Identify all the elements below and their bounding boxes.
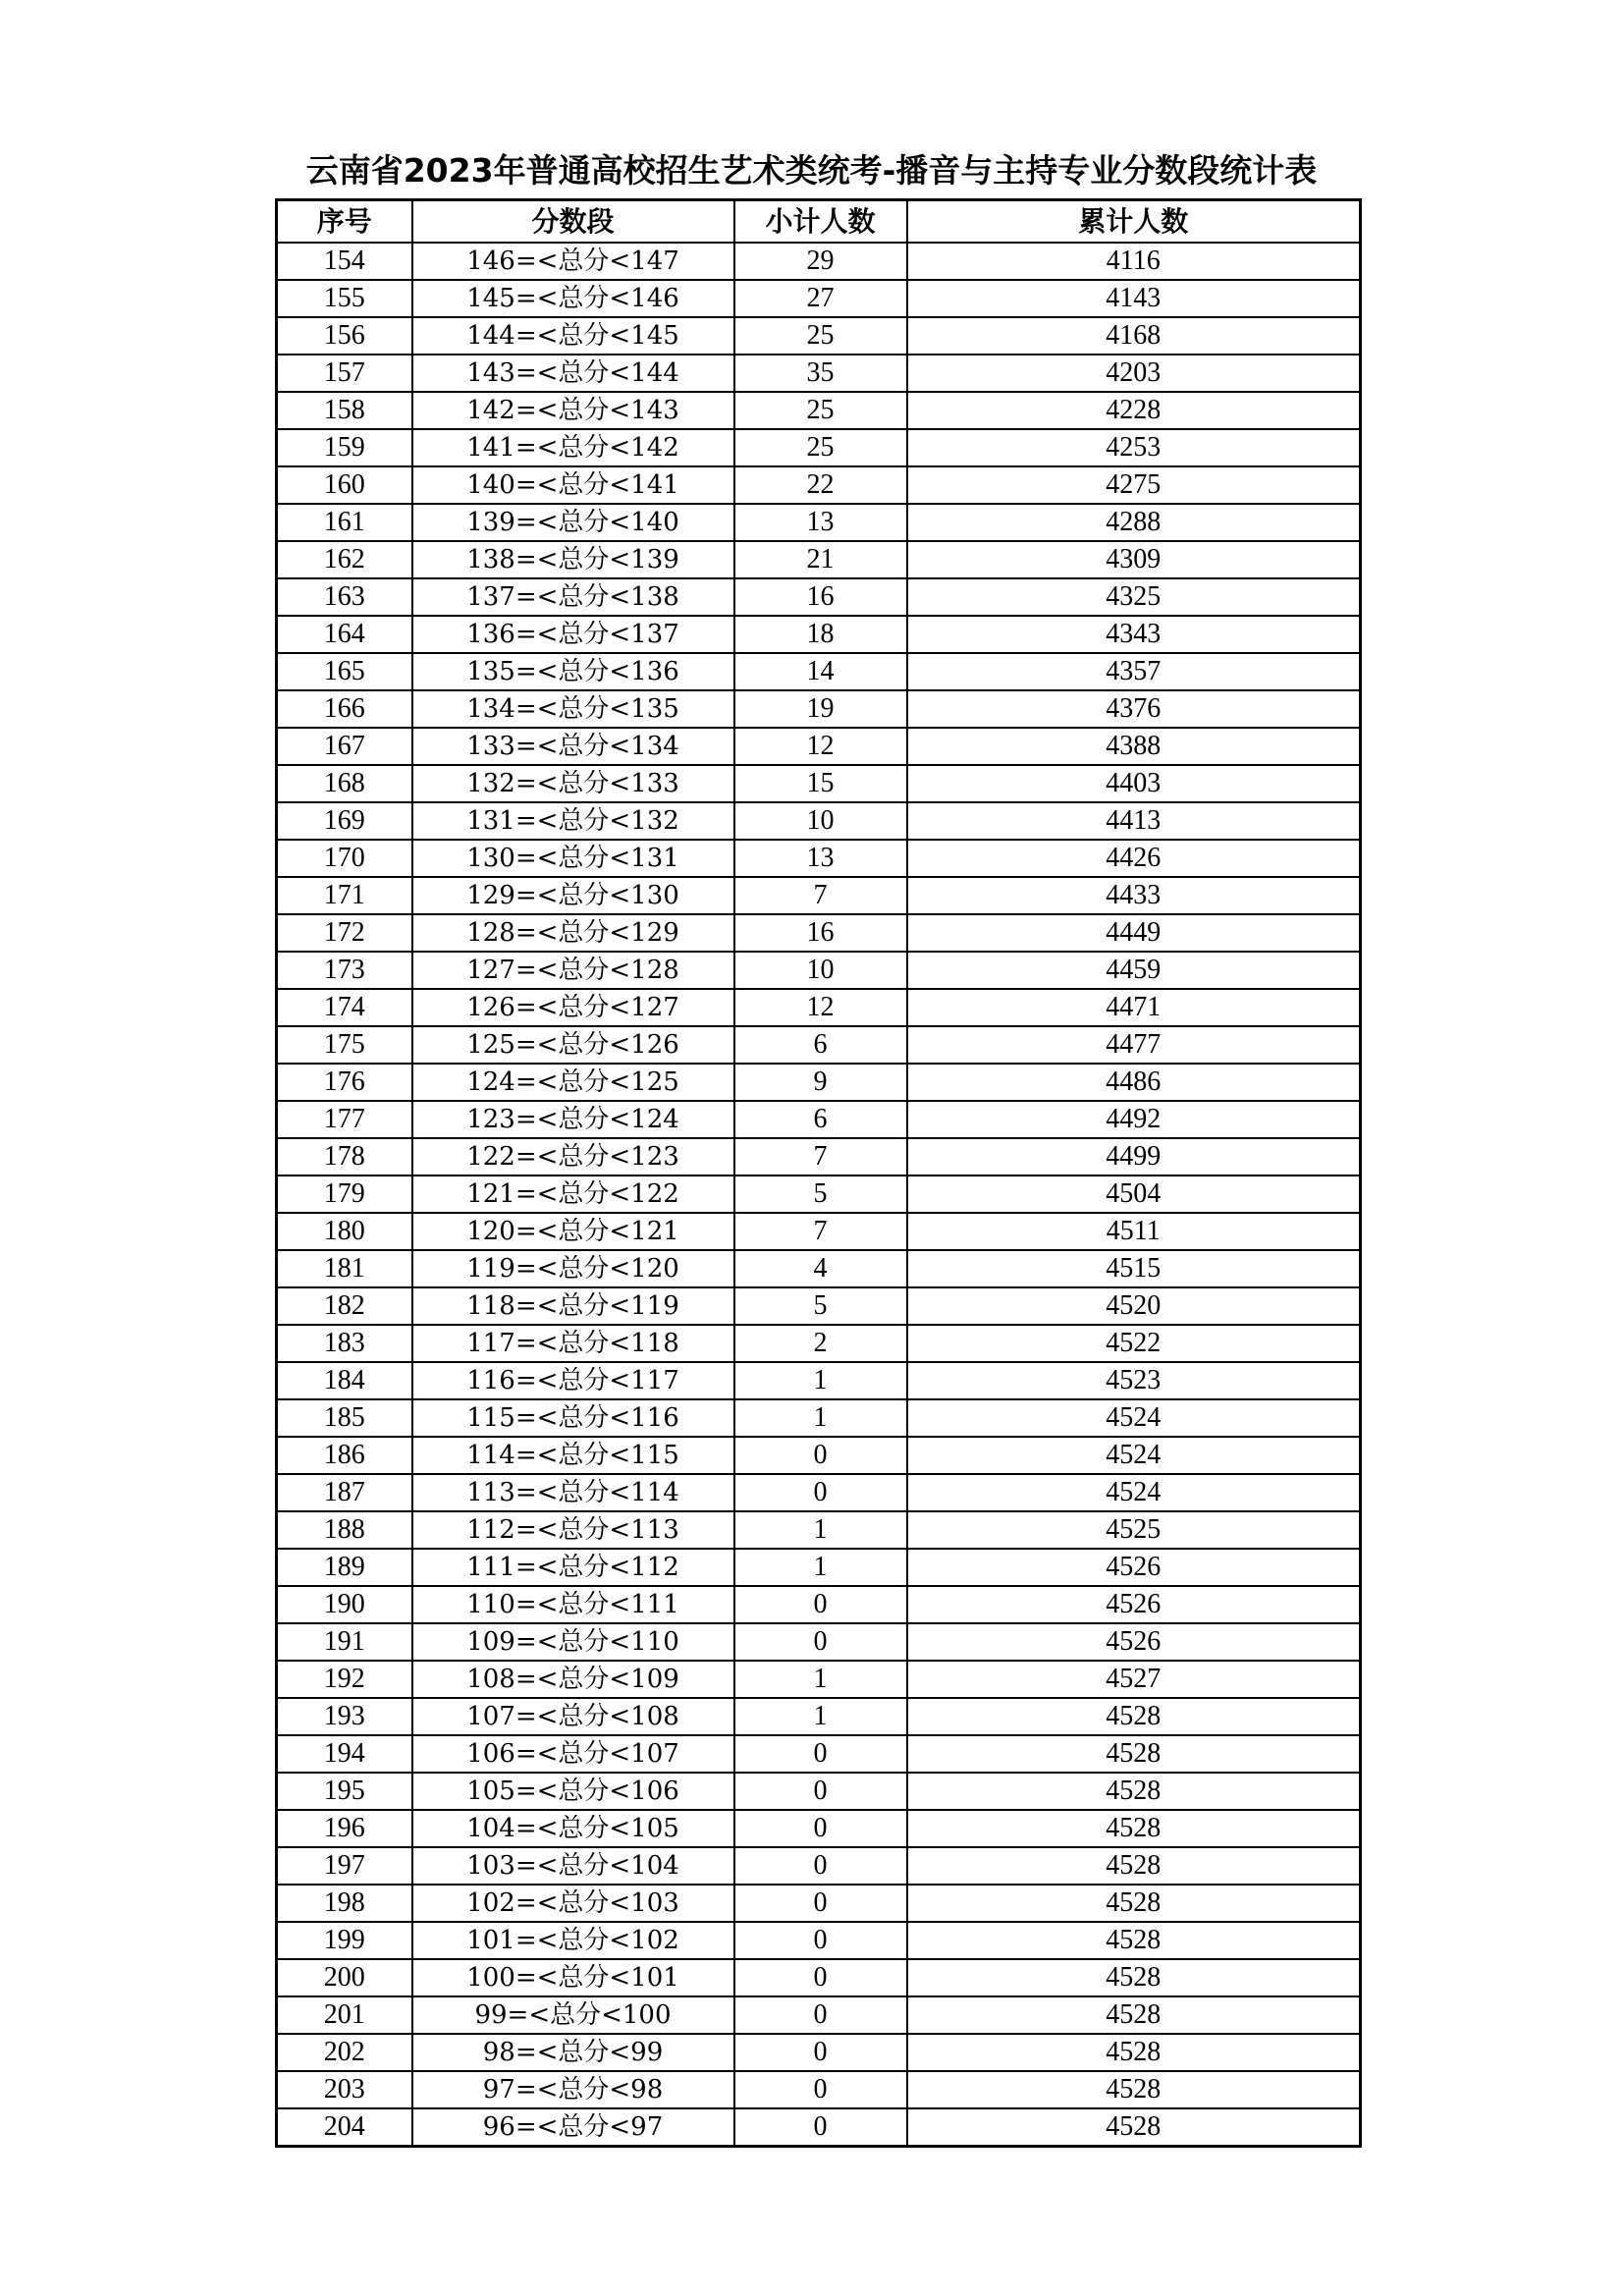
cell-cumulative-count: 4522 <box>907 1325 1361 1362</box>
cell-serial-number: 191 <box>277 1623 412 1661</box>
cell-score-range: 125=<总分<126 <box>412 1026 734 1064</box>
cell-serial-number: 198 <box>277 1885 412 1922</box>
cell-score-range: 111=<总分<112 <box>412 1549 734 1586</box>
cell-cumulative-count: 4168 <box>907 317 1361 355</box>
cell-subtotal-count: 25 <box>734 429 907 466</box>
cell-score-range: 146=<总分<147 <box>412 243 734 280</box>
cell-serial-number: 158 <box>277 392 412 429</box>
cell-cumulative-count: 4343 <box>907 616 1361 653</box>
cell-serial-number: 164 <box>277 616 412 653</box>
cell-serial-number: 165 <box>277 653 412 690</box>
cell-subtotal-count: 13 <box>734 504 907 541</box>
cell-score-range: 133=<总分<134 <box>412 728 734 765</box>
cell-cumulative-count: 4528 <box>907 2071 1361 2108</box>
cell-serial-number: 177 <box>277 1101 412 1138</box>
table-row <box>277 1325 1361 1362</box>
cell-serial-number: 199 <box>277 1922 412 1959</box>
table-row <box>277 280 1361 317</box>
cell-subtotal-count: 0 <box>734 1810 907 1847</box>
cell-cumulative-count: 4528 <box>907 1922 1361 1959</box>
cell-cumulative-count: 4525 <box>907 1511 1361 1549</box>
cell-cumulative-count: 4528 <box>907 2034 1361 2071</box>
table-row <box>277 1698 1361 1735</box>
cell-cumulative-count: 4528 <box>907 2108 1361 2147</box>
cell-cumulative-count: 4492 <box>907 1101 1361 1138</box>
cell-serial-number: 161 <box>277 504 412 541</box>
cell-subtotal-count: 1 <box>734 1399 907 1437</box>
cell-serial-number: 188 <box>277 1511 412 1549</box>
cell-serial-number: 187 <box>277 1474 412 1511</box>
cell-score-range: 126=<总分<127 <box>412 989 734 1026</box>
cell-score-range: 137=<总分<138 <box>412 578 734 616</box>
table-row <box>277 578 1361 616</box>
table-row <box>277 355 1361 392</box>
cell-subtotal-count: 0 <box>734 1959 907 1996</box>
cell-score-range: 144=<总分<145 <box>412 317 734 355</box>
cell-cumulative-count: 4357 <box>907 653 1361 690</box>
cell-score-range: 143=<总分<144 <box>412 355 734 392</box>
cell-score-range: 140=<总分<141 <box>412 466 734 504</box>
cell-subtotal-count: 4 <box>734 1250 907 1287</box>
cell-subtotal-count: 0 <box>734 1996 907 2034</box>
table-row <box>277 392 1361 429</box>
cell-cumulative-count: 4143 <box>907 280 1361 317</box>
cell-score-range: 98=<总分<99 <box>412 2034 734 2071</box>
table-row <box>277 1474 1361 1511</box>
cell-serial-number: 204 <box>277 2108 412 2147</box>
table-row <box>277 1287 1361 1325</box>
cell-cumulative-count: 4477 <box>907 1026 1361 1064</box>
cell-subtotal-count: 2 <box>734 1325 907 1362</box>
cell-serial-number: 197 <box>277 1847 412 1885</box>
cell-cumulative-count: 4203 <box>907 355 1361 392</box>
cell-score-range: 102=<总分<103 <box>412 1885 734 1922</box>
cell-serial-number: 154 <box>277 243 412 280</box>
cell-score-range: 101=<总分<102 <box>412 1922 734 1959</box>
cell-score-range: 99=<总分<100 <box>412 1996 734 2034</box>
cell-serial-number: 186 <box>277 1437 412 1474</box>
cell-serial-number: 203 <box>277 2071 412 2108</box>
cell-cumulative-count: 4528 <box>907 1996 1361 2034</box>
cell-score-range: 105=<总分<106 <box>412 1773 734 1810</box>
cell-score-range: 114=<总分<115 <box>412 1437 734 1474</box>
cell-cumulative-count: 4413 <box>907 802 1361 840</box>
cell-subtotal-count: 29 <box>734 243 907 280</box>
cell-score-range: 139=<总分<140 <box>412 504 734 541</box>
cell-score-range: 103=<总分<104 <box>412 1847 734 1885</box>
table-row <box>277 1959 1361 1996</box>
cell-subtotal-count: 5 <box>734 1287 907 1325</box>
cell-serial-number: 172 <box>277 914 412 952</box>
cell-serial-number: 180 <box>277 1213 412 1250</box>
cell-score-range: 119=<总分<120 <box>412 1250 734 1287</box>
cell-subtotal-count: 15 <box>734 765 907 802</box>
cell-serial-number: 200 <box>277 1959 412 1996</box>
cell-cumulative-count: 4433 <box>907 877 1361 914</box>
cell-cumulative-count: 4526 <box>907 1586 1361 1623</box>
cell-subtotal-count: 1 <box>734 1549 907 1586</box>
table-row <box>277 1101 1361 1138</box>
cell-cumulative-count: 4528 <box>907 1847 1361 1885</box>
cell-score-range: 128=<总分<129 <box>412 914 734 952</box>
cell-serial-number: 175 <box>277 1026 412 1064</box>
table-row <box>277 802 1361 840</box>
cell-subtotal-count: 19 <box>734 690 907 728</box>
cell-subtotal-count: 35 <box>734 355 907 392</box>
cell-cumulative-count: 4528 <box>907 1735 1361 1773</box>
cell-subtotal-count: 1 <box>734 1698 907 1735</box>
header-cumulative-count: 累计人数 <box>907 200 1361 244</box>
cell-cumulative-count: 4526 <box>907 1623 1361 1661</box>
table-row <box>277 466 1361 504</box>
cell-subtotal-count: 0 <box>734 1474 907 1511</box>
cell-subtotal-count: 1 <box>734 1661 907 1698</box>
cell-score-range: 106=<总分<107 <box>412 1735 734 1773</box>
cell-cumulative-count: 4524 <box>907 1474 1361 1511</box>
cell-subtotal-count: 16 <box>734 578 907 616</box>
cell-cumulative-count: 4499 <box>907 1138 1361 1175</box>
cell-cumulative-count: 4116 <box>907 243 1361 280</box>
cell-serial-number: 170 <box>277 840 412 877</box>
table-row <box>277 952 1361 989</box>
cell-serial-number: 176 <box>277 1064 412 1101</box>
cell-subtotal-count: 1 <box>734 1362 907 1399</box>
table-row <box>277 1996 1361 2034</box>
cell-subtotal-count: 10 <box>734 952 907 989</box>
header-row <box>277 200 1361 244</box>
cell-serial-number: 196 <box>277 1810 412 1847</box>
cell-cumulative-count: 4388 <box>907 728 1361 765</box>
table-row <box>277 541 1361 578</box>
cell-subtotal-count: 0 <box>734 1885 907 1922</box>
cell-serial-number: 163 <box>277 578 412 616</box>
cell-serial-number: 162 <box>277 541 412 578</box>
cell-subtotal-count: 0 <box>734 1623 907 1661</box>
cell-cumulative-count: 4523 <box>907 1362 1361 1399</box>
cell-subtotal-count: 1 <box>734 1511 907 1549</box>
cell-cumulative-count: 4449 <box>907 914 1361 952</box>
cell-subtotal-count: 0 <box>734 2034 907 2071</box>
table-row <box>277 1511 1361 1549</box>
table-row <box>277 1735 1361 1773</box>
table-row <box>277 1213 1361 1250</box>
cell-score-range: 112=<总分<113 <box>412 1511 734 1549</box>
table-row <box>277 877 1361 914</box>
cell-score-range: 96=<总分<97 <box>412 2108 734 2147</box>
score-distribution-table <box>275 198 1362 2148</box>
cell-cumulative-count: 4528 <box>907 1698 1361 1735</box>
table-row <box>277 765 1361 802</box>
table-row <box>277 989 1361 1026</box>
table-row <box>277 914 1361 952</box>
table-row <box>277 1549 1361 1586</box>
table-row <box>277 1661 1361 1698</box>
cell-serial-number: 169 <box>277 802 412 840</box>
table-row <box>277 2071 1361 2108</box>
cell-score-range: 117=<总分<118 <box>412 1325 734 1362</box>
cell-serial-number: 193 <box>277 1698 412 1735</box>
cell-serial-number: 185 <box>277 1399 412 1437</box>
table-row <box>277 1250 1361 1287</box>
table-row <box>277 504 1361 541</box>
table-row <box>277 1362 1361 1399</box>
cell-serial-number: 160 <box>277 466 412 504</box>
cell-cumulative-count: 4528 <box>907 1885 1361 1922</box>
cell-subtotal-count: 14 <box>734 653 907 690</box>
cell-cumulative-count: 4486 <box>907 1064 1361 1101</box>
cell-score-range: 141=<总分<142 <box>412 429 734 466</box>
cell-cumulative-count: 4426 <box>907 840 1361 877</box>
cell-serial-number: 179 <box>277 1175 412 1213</box>
table-row <box>277 1399 1361 1437</box>
cell-serial-number: 182 <box>277 1287 412 1325</box>
table-row <box>277 2034 1361 2071</box>
cell-score-range: 121=<总分<122 <box>412 1175 734 1213</box>
cell-serial-number: 155 <box>277 280 412 317</box>
cell-cumulative-count: 4528 <box>907 1773 1361 1810</box>
table-row <box>277 1586 1361 1623</box>
cell-serial-number: 181 <box>277 1250 412 1287</box>
cell-score-range: 122=<总分<123 <box>412 1138 734 1175</box>
cell-score-range: 129=<总分<130 <box>412 877 734 914</box>
cell-subtotal-count: 9 <box>734 1064 907 1101</box>
cell-serial-number: 201 <box>277 1996 412 2034</box>
table-row <box>277 243 1361 280</box>
table-row <box>277 1773 1361 1810</box>
cell-subtotal-count: 10 <box>734 802 907 840</box>
cell-score-range: 97=<总分<98 <box>412 2071 734 2108</box>
cell-serial-number: 156 <box>277 317 412 355</box>
table-row <box>277 1922 1361 1959</box>
cell-cumulative-count: 4524 <box>907 1437 1361 1474</box>
cell-score-range: 142=<总分<143 <box>412 392 734 429</box>
cell-score-range: 135=<总分<136 <box>412 653 734 690</box>
table-row <box>277 840 1361 877</box>
cell-subtotal-count: 22 <box>734 466 907 504</box>
cell-score-range: 116=<总分<117 <box>412 1362 734 1399</box>
table-header <box>277 200 1361 244</box>
cell-subtotal-count: 25 <box>734 317 907 355</box>
cell-serial-number: 157 <box>277 355 412 392</box>
table-row <box>277 429 1361 466</box>
table-row <box>277 1026 1361 1064</box>
table-row <box>277 616 1361 653</box>
cell-serial-number: 168 <box>277 765 412 802</box>
table-row <box>277 1885 1361 1922</box>
cell-score-range: 108=<总分<109 <box>412 1661 734 1698</box>
cell-subtotal-count: 0 <box>734 1847 907 1885</box>
cell-cumulative-count: 4376 <box>907 690 1361 728</box>
table-row <box>277 1138 1361 1175</box>
cell-cumulative-count: 4459 <box>907 952 1361 989</box>
cell-score-range: 123=<总分<124 <box>412 1101 734 1138</box>
cell-cumulative-count: 4325 <box>907 578 1361 616</box>
cell-subtotal-count: 6 <box>734 1026 907 1064</box>
cell-cumulative-count: 4288 <box>907 504 1361 541</box>
cell-score-range: 136=<总分<137 <box>412 616 734 653</box>
cell-cumulative-count: 4403 <box>907 765 1361 802</box>
header-subtotal-count: 小计人数 <box>734 200 907 244</box>
cell-subtotal-count: 0 <box>734 2108 907 2147</box>
cell-score-range: 130=<总分<131 <box>412 840 734 877</box>
cell-serial-number: 195 <box>277 1773 412 1810</box>
cell-subtotal-count: 12 <box>734 728 907 765</box>
cell-score-range: 104=<总分<105 <box>412 1810 734 1847</box>
cell-cumulative-count: 4504 <box>907 1175 1361 1213</box>
cell-subtotal-count: 0 <box>734 1586 907 1623</box>
table-row <box>277 653 1361 690</box>
cell-subtotal-count: 18 <box>734 616 907 653</box>
cell-subtotal-count: 7 <box>734 1213 907 1250</box>
cell-score-range: 124=<总分<125 <box>412 1064 734 1101</box>
cell-cumulative-count: 4253 <box>907 429 1361 466</box>
cell-serial-number: 171 <box>277 877 412 914</box>
cell-subtotal-count: 27 <box>734 280 907 317</box>
cell-score-range: 127=<总分<128 <box>412 952 734 989</box>
cell-serial-number: 166 <box>277 690 412 728</box>
cell-subtotal-count: 6 <box>734 1101 907 1138</box>
header-score-range: 分数段 <box>412 200 734 244</box>
cell-subtotal-count: 12 <box>734 989 907 1026</box>
cell-subtotal-count: 25 <box>734 392 907 429</box>
cell-score-range: 110=<总分<111 <box>412 1586 734 1623</box>
cell-cumulative-count: 4309 <box>907 541 1361 578</box>
cell-score-range: 138=<总分<139 <box>412 541 734 578</box>
cell-serial-number: 159 <box>277 429 412 466</box>
table-row <box>277 728 1361 765</box>
cell-score-range: 145=<总分<146 <box>412 280 734 317</box>
cell-score-range: 118=<总分<119 <box>412 1287 734 1325</box>
cell-serial-number: 189 <box>277 1549 412 1586</box>
cell-serial-number: 192 <box>277 1661 412 1698</box>
cell-cumulative-count: 4275 <box>907 466 1361 504</box>
cell-subtotal-count: 21 <box>734 541 907 578</box>
table-row <box>277 690 1361 728</box>
table-row <box>277 1623 1361 1661</box>
table-row <box>277 1437 1361 1474</box>
cell-cumulative-count: 4524 <box>907 1399 1361 1437</box>
cell-serial-number: 202 <box>277 2034 412 2071</box>
cell-subtotal-count: 0 <box>734 1773 907 1810</box>
cell-serial-number: 190 <box>277 1586 412 1623</box>
cell-score-range: 134=<总分<135 <box>412 690 734 728</box>
cell-serial-number: 167 <box>277 728 412 765</box>
cell-score-range: 115=<总分<116 <box>412 1399 734 1437</box>
cell-subtotal-count: 0 <box>734 1437 907 1474</box>
cell-cumulative-count: 4526 <box>907 1549 1361 1586</box>
header-serial-number: 序号 <box>277 200 412 244</box>
cell-serial-number: 194 <box>277 1735 412 1773</box>
cell-serial-number: 178 <box>277 1138 412 1175</box>
cell-cumulative-count: 4471 <box>907 989 1361 1026</box>
cell-cumulative-count: 4511 <box>907 1213 1361 1250</box>
cell-score-range: 120=<总分<121 <box>412 1213 734 1250</box>
cell-subtotal-count: 5 <box>734 1175 907 1213</box>
cell-subtotal-count: 0 <box>734 1922 907 1959</box>
cell-subtotal-count: 7 <box>734 1138 907 1175</box>
table-row <box>277 1175 1361 1213</box>
page-title: 云南省2023年普通高校招生艺术类统考-播音与主持专业分数段统计表 <box>305 151 1318 190</box>
cell-score-range: 109=<总分<110 <box>412 1623 734 1661</box>
cell-subtotal-count: 0 <box>734 2071 907 2108</box>
cell-serial-number: 173 <box>277 952 412 989</box>
cell-cumulative-count: 4515 <box>907 1250 1361 1287</box>
cell-score-range: 100=<总分<101 <box>412 1959 734 1996</box>
cell-serial-number: 183 <box>277 1325 412 1362</box>
cell-score-range: 113=<总分<114 <box>412 1474 734 1511</box>
cell-serial-number: 174 <box>277 989 412 1026</box>
table-row <box>277 1064 1361 1101</box>
cell-cumulative-count: 4228 <box>907 392 1361 429</box>
table-body <box>277 243 1361 2147</box>
table-row <box>277 2108 1361 2147</box>
cell-cumulative-count: 4528 <box>907 1959 1361 1996</box>
table-row <box>277 317 1361 355</box>
cell-subtotal-count: 13 <box>734 840 907 877</box>
cell-score-range: 107=<总分<108 <box>412 1698 734 1735</box>
cell-subtotal-count: 7 <box>734 877 907 914</box>
cell-score-range: 132=<总分<133 <box>412 765 734 802</box>
cell-cumulative-count: 4528 <box>907 1810 1361 1847</box>
table-row <box>277 1810 1361 1847</box>
table-row <box>277 1847 1361 1885</box>
cell-serial-number: 184 <box>277 1362 412 1399</box>
cell-cumulative-count: 4520 <box>907 1287 1361 1325</box>
cell-score-range: 131=<总分<132 <box>412 802 734 840</box>
cell-cumulative-count: 4527 <box>907 1661 1361 1698</box>
cell-subtotal-count: 0 <box>734 1735 907 1773</box>
cell-subtotal-count: 16 <box>734 914 907 952</box>
